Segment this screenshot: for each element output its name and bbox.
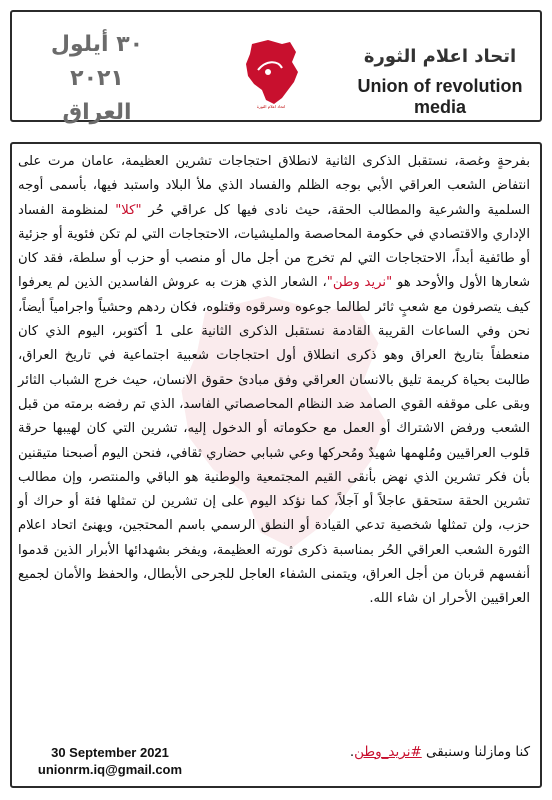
statement-part-1: بفرحةٍ وغصة، نستقبل الذكرى الثانية لانطلاق احتجاجات تشرين العظيمة، عامان مرت على انتفاض الشعب العراقي الأبي بوجه الظلم والفساد الذي ملأ البلاد واستبد فيها، بأسمى أوجه السلمية والشرعية والمطالب الحقة، حيث نادى فيها كل عراقي حُر xyxy=(18,154,530,218)
logo-caption-ar: اتحاد اعلام الثورة xyxy=(256,104,286,109)
statement-part-3: ، الشعار الذي هزت به عروش الفاسدين الذين لم يعرفوا كيف يتصرفون مع شعبٍ ثائر لطالما جوعوه وسرقوه وقتلوه، فكان ردهم وحشياً واجرامياً أيضاً، نحن وفي الساعات القريبة القادمة نستقبل الذكرى الثانية على 1 أكتوبر، اليوم الذي كان منعطفاً بتاريخ العراق وهو ذكرى انطلاق أول احتجاجات شعبية اجتماعية في تاريخ العراق، طالبت بحياة كريمة تليق بالانسان العراقي وفق مبادئ حقوق الانسان، حيث خرج الشباب الثائر وبقى على موقفه القوي الصامد ضد النظام المحاصصاتي الفاسد، الذي تم رفضه برمته من قبل الشعب ورفض الاشتراك أو العمل مع حكوماته أو الدخول إليه، تشرين التي كان لهيبها حرقة قلوب العراقيين ومُلهمها شهيدٌ ومُحركها وعي شبابي حضاري ثقافي، فنحن اليوم أصبحنا متيقنين بأن فكر تشرين الذي نهض بأنقى القيم المجتمعية والوطنية هو الباقي والمنتصر، وإن مطالب تشرين الحقة ستحقق عاجلاً أو آجلاً، كما نؤكد اليوم على إن تشرين لن تمثلها فئة أو حراك أو حزب، ولن تمثلها شخصية تدعي القيادة أو النطق الرسمي باسم المحتجين، ويهنئ اتحاد اعلام الثورة الشعب العراقي الحُر بمناسبة ذكرى ثورته العظيمة، ويفخر بشهدائها الأبرار الذين قدموا أنفسهم قربان من أجل العراق، ويتمنى الشفاء العاجل للجرحى الأبطال، والحفظ والأمان لجميع العراقيين الأحرار ان شاء الله. xyxy=(18,275,530,607)
date-arabic: ٣٠ أيلول ٢٠٢١ xyxy=(50,32,144,91)
header-date xyxy=(22,28,172,130)
footer-date: 30 September 2021 xyxy=(51,745,169,760)
slogan-nureed-watan: "نريد وطن" xyxy=(326,275,393,291)
org-name-english xyxy=(345,76,535,118)
closing-text: كنا ومازلنا وسنبقى xyxy=(421,744,530,760)
closing-line xyxy=(350,744,530,760)
closing-hashtag: #نريد_وطن xyxy=(354,744,422,760)
org-name-english-line2: media xyxy=(413,97,467,117)
org-name-english-line1: Union of revolution xyxy=(357,76,523,96)
contact-email: unionrm.iq@gmail.com xyxy=(37,762,183,777)
closing-end: . xyxy=(349,744,355,760)
slogan-kalla: "كلا" xyxy=(115,202,142,218)
org-name-arabic: اتحاد اعلام الثورة xyxy=(363,46,517,67)
statement-part-2: لمنظومة الفساد الإداري والاقتصادي في حكومة المحاصصة والمليشيات، الاحتجاجات التي لم تكن فئوية أو جزئية أو طائفية أبداً، الاحتجاجات التي لم تخرج من أجل مال أو منصب أو حزب أو سلطة، فقد كان شعارها الأول والأوحد هو xyxy=(18,202,531,291)
logo-caption xyxy=(238,104,304,109)
iraq-map-logo-icon xyxy=(238,38,304,110)
statement-text xyxy=(18,150,530,612)
country-arabic: العراق xyxy=(62,100,132,125)
